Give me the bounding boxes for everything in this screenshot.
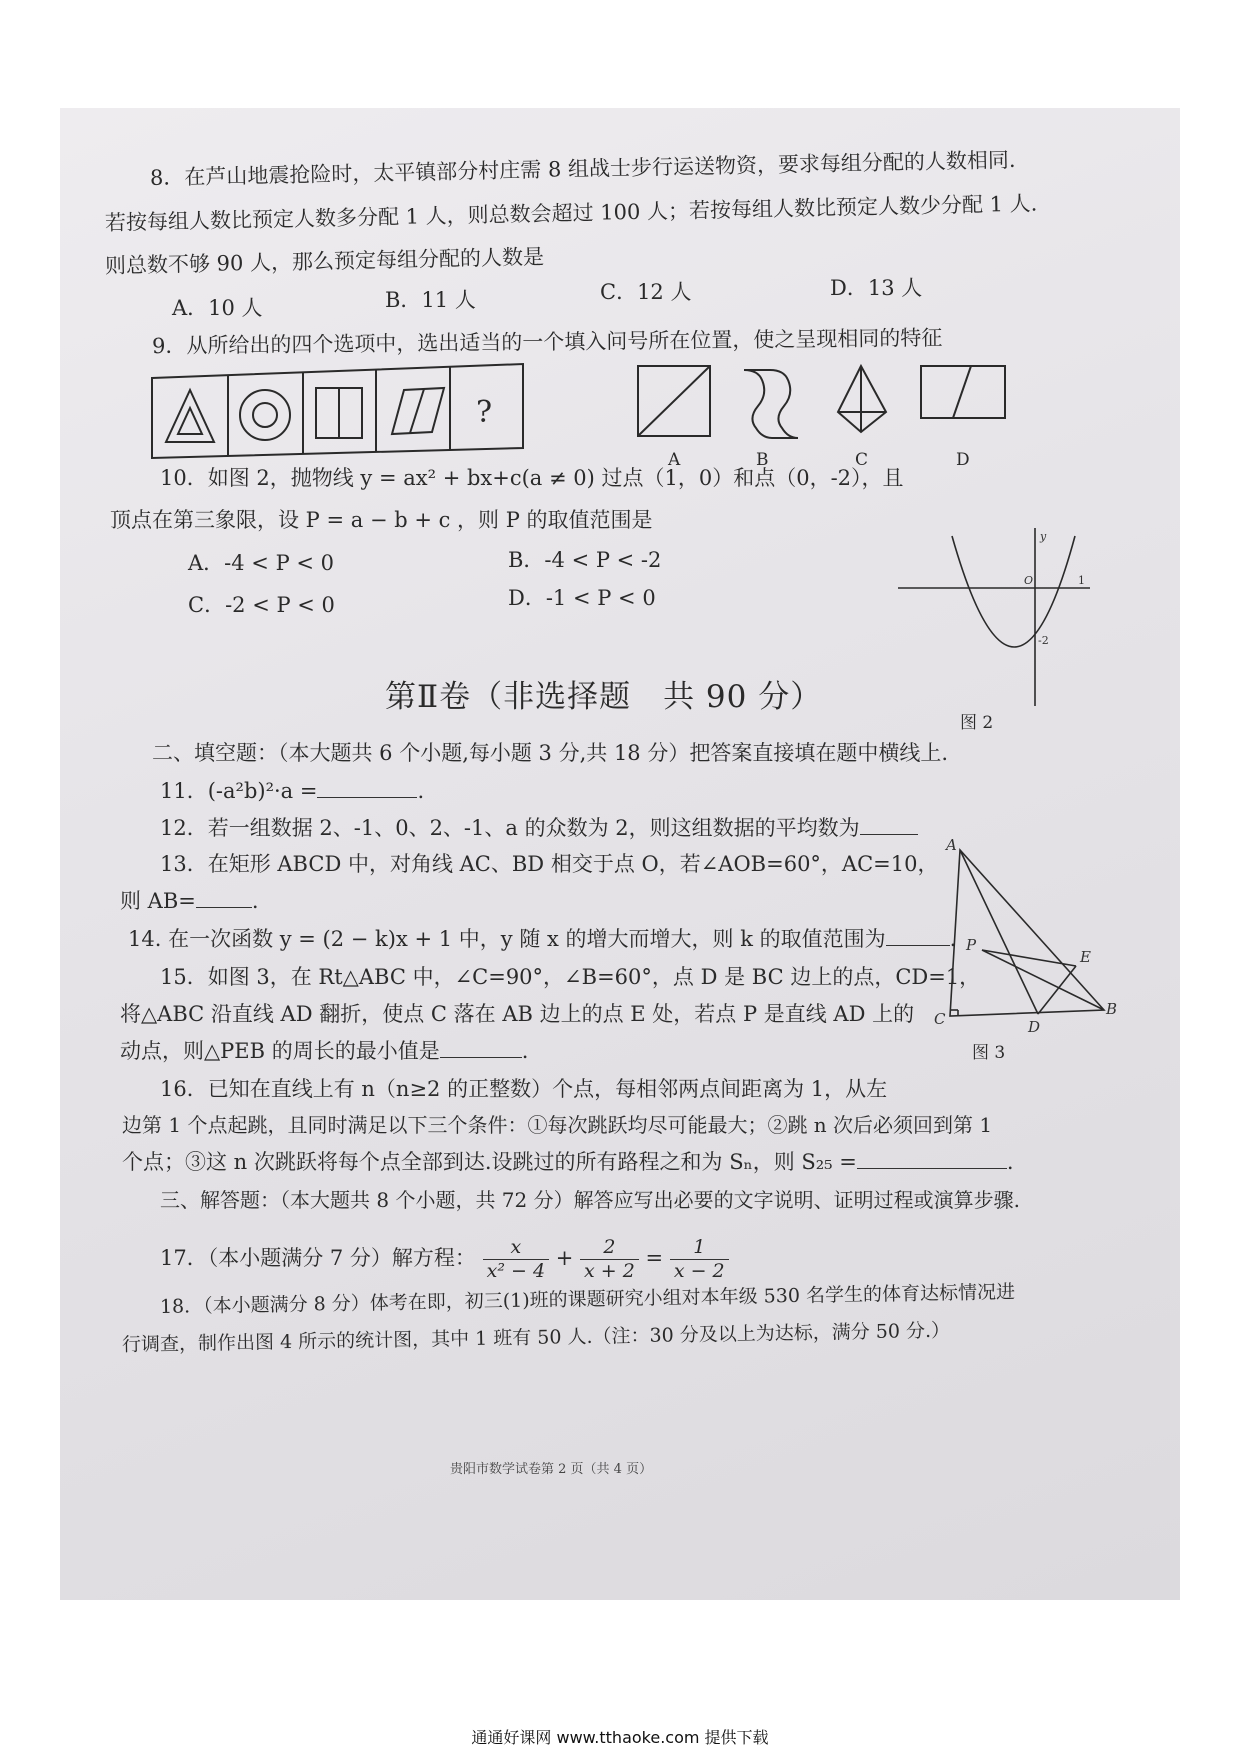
q14-line: 14. 在一次函数 y = (2 − k)x + 1 中，y 随 x 的增大而增大，则 k 的取值范围为 . — [128, 927, 957, 951]
q16-line3: 个点；③这 n 次跳跃将每个点全部到达.设跳过的所有路程之和为 Sₙ，则 S₂₅ = — [122, 1150, 857, 1174]
section-2-title: 第Ⅱ卷（非选择题 共 90 分） — [385, 679, 823, 715]
q9-option-label-d: D — [956, 450, 970, 470]
q10-option-c: C．-2 < P < 0 — [188, 593, 335, 617]
q8-option-c: C．12 人 — [600, 280, 692, 304]
q15-line3-wrap: 动点，则△PEB 的周长的最小值是 . — [120, 1039, 529, 1063]
q8-line2: 若按每组人数比预定人数多分配 1 人，则总数会超过 100 人；若按每组人数比预定人数少分配 1 人. — [104, 191, 1038, 235]
scanned-exam-page — [60, 108, 1180, 1600]
q8-option-a: A．10 人 — [172, 296, 263, 320]
q17-fraction-1: $\frac{x}{\text{x² − 4}}$ — [483, 1236, 549, 1283]
q13-line1: 13．在矩形 ABCD 中，对角线 AC、BD 相交于点 O，若∠AOB=60°，AC=10， — [160, 852, 939, 876]
q8-option-b: B．11 人 — [385, 288, 476, 312]
fig3-label-d: D — [1028, 1018, 1041, 1036]
q15-line2: 将△ABC 沿直线 AD 翻折，使点 C 落在 AB 边上的点 E 处，若点 P 是直线 AD 上的 — [120, 1002, 915, 1026]
q10-option-b: B．-4 < P < -2 — [508, 548, 662, 572]
q16-blank — [857, 1168, 1007, 1169]
fig2-one-label: 1 — [1078, 574, 1085, 587]
q9-pattern-figures — [148, 360, 1078, 480]
question-mark: ? — [476, 395, 493, 430]
q11-text: 11．(-a²b)²·a = — [160, 779, 318, 803]
fig3-label-e: E — [1080, 948, 1091, 966]
q16-line3-wrap: 个点；③这 n 次跳跃将每个点全部到达.设跳过的所有路程之和为 Sₙ，则 S₂₅ = . — [122, 1150, 1014, 1174]
q8-line3: 则总数不够 90 人，那么预定每组分配的人数是 — [104, 244, 545, 278]
q15-line1: 15．如图 3，在 Rt△ABC 中，∠C=90°，∠B=60°，点 D 是 BC 边上的点，CD=1， — [160, 965, 981, 989]
fig3-label-p: P — [966, 936, 977, 954]
q10-option-a: A．-4 < P < 0 — [188, 551, 335, 575]
q16-line1: 16．已知在直线上有 n（n≥2 的正整数）个点，每相邻两点间距离为 1，从左 — [160, 1077, 888, 1101]
figure-3-triangle — [920, 838, 1120, 1068]
q11-blank — [317, 797, 417, 798]
fig2-origin-label: O — [1024, 574, 1034, 587]
fill-in-heading: 二、填空题：（本大题共 6 个小题,每小题 3 分,共 18 分）把答案直接填在题中横线上. — [152, 741, 949, 765]
q17-prefix: 17．（本小题满分 7 分）解方程： — [160, 1245, 476, 1270]
q18-line1: 18．（本小题满分 8 分）体考在即，初三(1)班的课题研究小组对本年级 530 名学生的体育达标情况进 — [159, 1281, 1016, 1318]
q12-blank — [860, 834, 918, 835]
figure-2-parabola — [890, 528, 1100, 728]
q10-line1: 10．如图 2，抛物线 y = ax² + bx+c(a ≠ 0) 过点（1，0）和点（0，-2），且 — [160, 466, 904, 490]
q9-option-label-c: C — [855, 450, 869, 470]
q8-line1: 8．在芦山地震抢险时，太平镇部分村庄需 8 组战士步行运送物资，要求每组分配的人数相同. — [149, 147, 1016, 190]
solve-heading: 三、解答题：（本大题共 8 个小题，共 72 分）解答应写出必要的文字说明、证明过程或演算步骤. — [160, 1188, 1020, 1212]
q17-fraction-3: $\frac{1}{x - 2}$ — [670, 1236, 729, 1283]
q13-line2-wrap: 则 AB= . — [120, 889, 259, 913]
figure-3-caption: 图 3 — [972, 1043, 1006, 1063]
fig2-neg-label: -2 — [1038, 634, 1049, 647]
page-footer: 贵阳市数学试卷第 2 页（共 4 页） — [450, 1462, 653, 1477]
figure-2-caption: 图 2 — [960, 713, 994, 733]
q12-line — [160, 816, 918, 841]
q10-line2: 顶点在第三象限，设 P = a − b + c ，则 P 的取值范围是 — [110, 508, 653, 532]
fig2-y-label: y — [1040, 530, 1047, 543]
q11-line: 11．(-a²b)²·a = . — [160, 779, 425, 803]
q17-fraction-2: $\frac{2}{x + 2}$ — [580, 1236, 639, 1283]
download-credit: 通通好课网 www.tthaoke.com 提供下载 — [471, 1728, 769, 1747]
q10-option-d: D．-1 < P < 0 — [508, 586, 656, 610]
q18-line2: 行调查，制作出图 4 所示的统计图，其中 1 班有 50 人.（注：30 分及以上为达标，满分 50 分.） — [121, 1319, 951, 1356]
q16-line2: 边第 1 个点起跳，且同时满足以下三个条件：①每次跳跃均尽可能最大；②跳 n 次后必须回到第 1 — [122, 1113, 993, 1137]
q14-text: 14. 在一次函数 y = (2 − k)x + 1 中，y 随 x 的增大而增大，则 k 的取值范围为 — [128, 927, 886, 951]
concentric-circles-icon — [240, 390, 290, 440]
q9-stem: 9．从所给出的四个选项中，选出适当的一个填入问号所在位置，使之呈现相同的特征 — [151, 325, 943, 359]
q12-text: 12．若一组数据 2、-1、0、2、-1、a 的众数为 2，则这组数据的平均数为 — [160, 816, 860, 840]
q8-option-d: D．13 人 — [830, 276, 923, 300]
q9-option-label-a: A — [668, 450, 681, 470]
q13-blank — [196, 907, 252, 908]
fig3-label-a: A — [946, 838, 957, 854]
q9-option-label-b: B — [756, 450, 769, 470]
q15-blank — [440, 1057, 522, 1058]
q15-line3: 动点，则△PEB 的周长的最小值是 — [120, 1039, 440, 1063]
q17-line: 17．（本小题满分 7 分）解方程： $\frac{x}{\text{x² − 4}}$ + $\frac{2}{x + 2}$ = $\frac{1}{x - 2}$ — [160, 1236, 729, 1283]
fig3-label-b: B — [1106, 1000, 1118, 1018]
option-b-wavy-shape — [744, 370, 798, 438]
fig3-label-c: C — [934, 1010, 946, 1028]
q9-sequence-strip — [152, 364, 523, 458]
q13-line2: 则 AB= — [120, 889, 196, 913]
